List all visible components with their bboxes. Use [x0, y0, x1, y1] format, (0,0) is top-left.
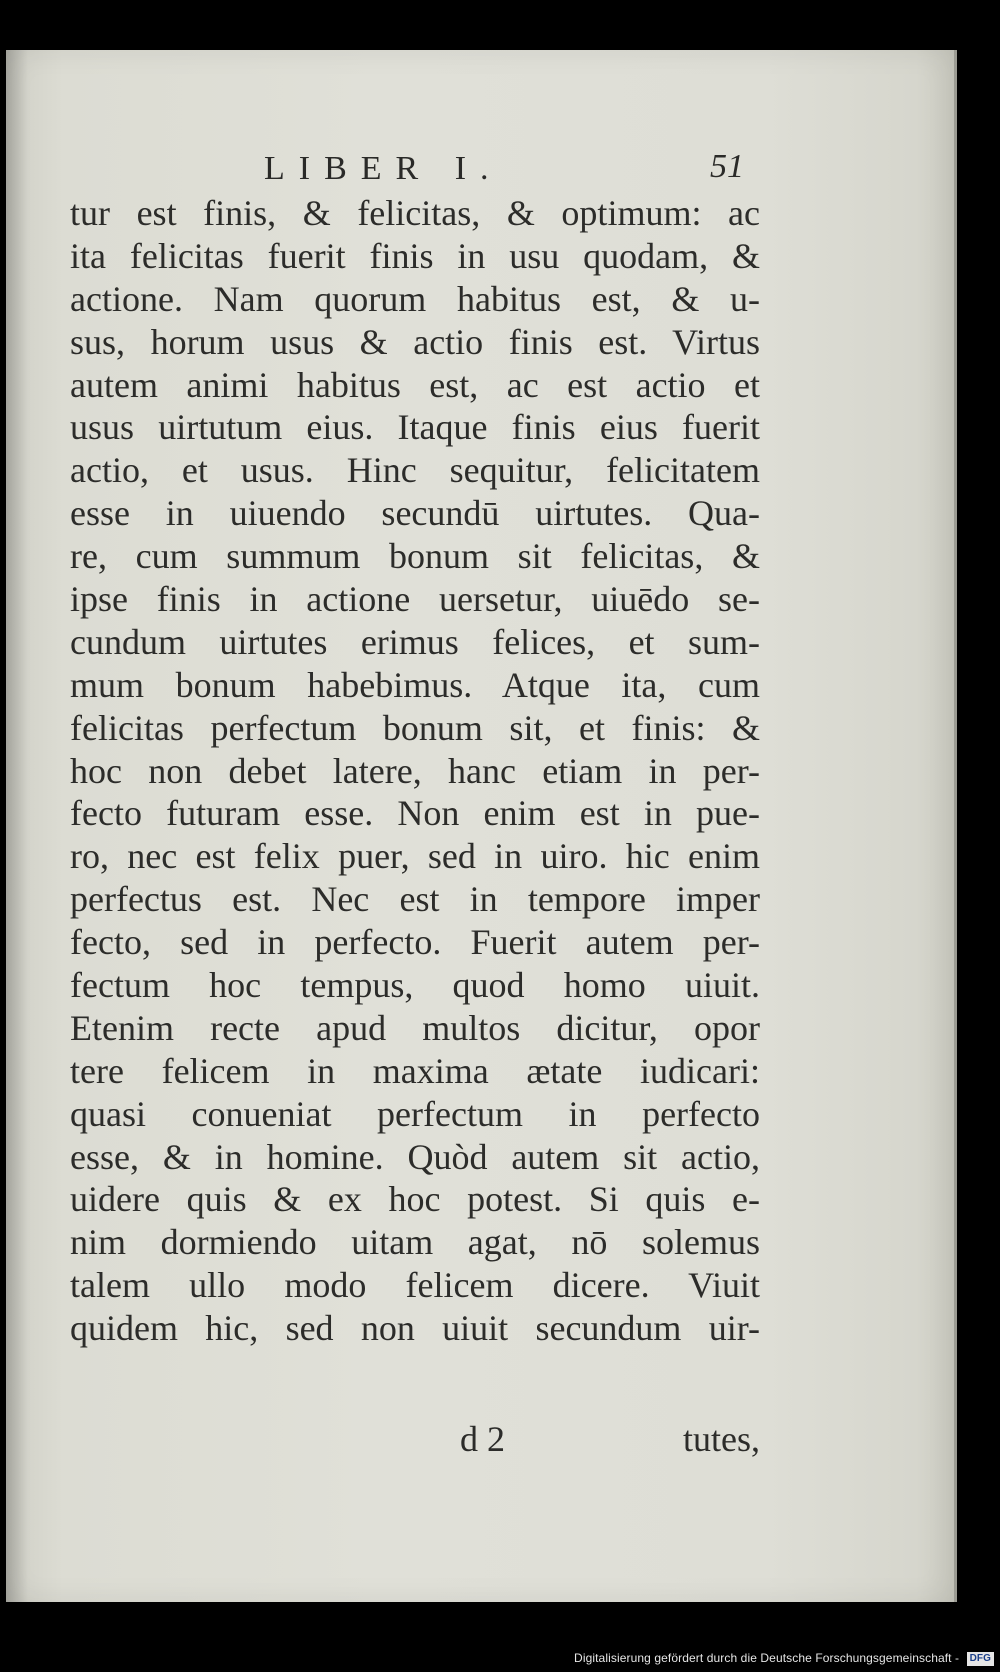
- text-line: felicitas perfectum bonum sit, et finis: &: [70, 707, 760, 748]
- text-line: cundum uirtutes erimus felices, et sum-: [70, 621, 760, 662]
- text-line: tur est finis, & felicitas, & optimum: ac: [70, 193, 760, 233]
- credit-text: Digitalisierung gefördert durch die Deutsche Forschungsgemeinschaft -: [574, 1651, 960, 1665]
- text-line: autem animi habitus est, ac est actio et: [70, 364, 760, 405]
- signature-mark: d 2: [460, 1419, 505, 1459]
- text-line: ro, nec est felix puer, sed in uiro. hic enim: [70, 836, 760, 877]
- book-page: [6, 50, 957, 1602]
- body-text: [70, 192, 760, 1350]
- text-line: actione. Nam quorum habitus est, & u-: [70, 278, 760, 319]
- text-line: sus, horum usus & actio finis est. Virtus: [70, 321, 760, 362]
- page-header: [264, 150, 744, 190]
- gutter-shadow: [6, 50, 28, 1602]
- running-head: LIBER I.: [264, 150, 503, 187]
- text-line: hoc non debet latere, hanc etiam in per-: [70, 750, 760, 791]
- text-line: mum bonum habebimus. Atque ita, cum: [70, 664, 760, 705]
- text-line: fectum hoc tempus, quod homo uiuit.: [70, 965, 760, 1006]
- text-line: perfectus est. Nec est in tempore imper: [70, 879, 760, 920]
- text-line: Etenim recte apud multos dicitur, opor: [70, 1007, 760, 1048]
- page-number: 51: [710, 148, 744, 185]
- text-line: nim dormiendo uitam agat, nō solemus: [70, 1222, 760, 1263]
- text-line: esse in uiuendo secundū uirtutes. Qua-: [70, 493, 760, 534]
- text-line: actio, et usus. Hinc sequitur, felicitatem: [70, 450, 760, 491]
- text-line: usus uirtutum eius. Itaque finis eius fuerit: [70, 407, 760, 448]
- text-line: re, cum summum bonum sit felicitas, &: [70, 536, 760, 577]
- text-line: tere felicem in maxima ætate iudicari:: [70, 1050, 760, 1091]
- funding-credit: [574, 1651, 994, 1666]
- text-line: uidere quis & ex hoc potest. Si quis e-: [70, 1179, 760, 1220]
- text-line: quidem hic, sed non uiuit secundum uir-: [70, 1308, 760, 1349]
- text-line: ita felicitas fuerit finis in usu quodam, &: [70, 235, 760, 276]
- text-line: ipse finis in actione uersetur, uiuēdo se-: [70, 579, 760, 620]
- catchword: tutes,: [683, 1419, 760, 1459]
- text-line: esse, & in homine. Quòd autem sit actio,: [70, 1136, 760, 1177]
- text-line: fecto, sed in perfecto. Fuerit autem per-: [70, 922, 760, 963]
- text-line: fecto futuram esse. Non enim est in pue-: [70, 793, 760, 834]
- dfg-logo-icon: DFG: [967, 1652, 994, 1666]
- text-line: quasi conueniat perfectum in perfecto: [70, 1093, 760, 1134]
- credit-bar: [0, 1648, 1000, 1672]
- page-footer: [70, 1418, 760, 1462]
- text-line: talem ullo modo felicem dicere. Viuit: [70, 1265, 760, 1306]
